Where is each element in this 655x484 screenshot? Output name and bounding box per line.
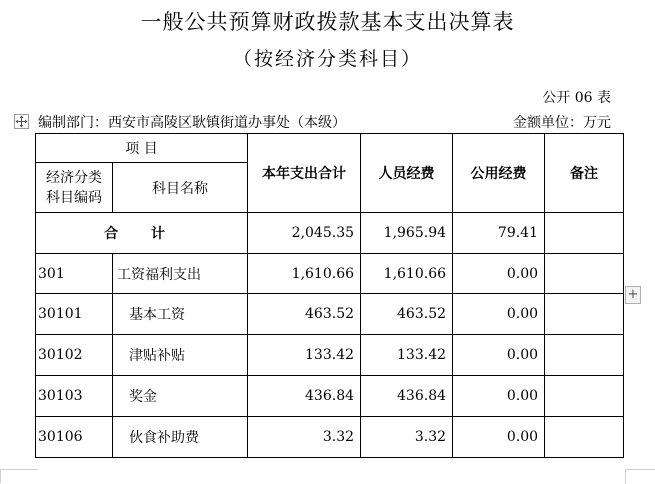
header-name: 科目名称 (113, 163, 248, 213)
page-corner-mark (625, 469, 626, 484)
row-note (545, 376, 624, 417)
report-title: 一般公共预算财政拨款基本支出决算表 (140, 10, 515, 34)
row-name: 奖金 (113, 376, 248, 417)
row-name: 基本工资 (113, 294, 248, 335)
row-code: 301 (36, 254, 113, 294)
row-public: 0.00 (453, 376, 545, 417)
total-public: 79.41 (453, 213, 545, 254)
row-name: 伙食补助费 (113, 417, 248, 458)
page-corner-mark (625, 469, 655, 470)
page-corner-mark (0, 469, 1, 483)
table-row (36, 376, 624, 417)
row-note (545, 335, 624, 376)
row-name: 工资福利支出 (113, 254, 248, 294)
unit-label: 金额单位：万元 (513, 115, 611, 131)
add-row-button[interactable] (625, 286, 641, 304)
table-number: 公开 06 表 (542, 90, 611, 106)
row-personnel: 463.52 (361, 294, 453, 335)
header-item: 项 目 (36, 134, 248, 163)
table-move-handle[interactable] (14, 114, 29, 129)
total-note (545, 213, 624, 254)
table-row (36, 294, 624, 335)
total-amount: 2,045.35 (248, 213, 361, 254)
row-total: 436.84 (248, 376, 361, 417)
row-personnel: 436.84 (361, 376, 453, 417)
move-arrows-icon (15, 115, 28, 128)
header-row-1 (36, 134, 624, 163)
row-note (545, 294, 624, 335)
report-subtitle: （按经济分类科目） (232, 48, 422, 70)
header-total: 本年支出合计 (248, 134, 361, 213)
table-row (36, 417, 624, 458)
row-code: 30101 (36, 294, 113, 335)
row-name: 津贴补贴 (113, 335, 248, 376)
row-personnel: 133.42 (361, 335, 453, 376)
header-code: 经济分类科目编码 (36, 163, 113, 213)
table-row (36, 335, 624, 376)
header-note: 备注 (545, 134, 624, 213)
table-row (36, 254, 624, 294)
row-public: 0.00 (453, 417, 545, 458)
row-personnel: 3.32 (361, 417, 453, 458)
header-personnel: 人员经费 (361, 134, 453, 213)
total-personnel: 1,965.94 (361, 213, 453, 254)
total-label: 合 计 (36, 213, 248, 254)
row-total: 1,610.66 (248, 254, 361, 294)
row-code: 30103 (36, 376, 113, 417)
total-row (36, 213, 624, 254)
row-note (545, 417, 624, 458)
row-public: 0.00 (453, 335, 545, 376)
row-code: 30102 (36, 335, 113, 376)
row-personnel: 1,610.66 (361, 254, 453, 294)
row-code: 30106 (36, 417, 113, 458)
row-note (545, 254, 624, 294)
page-corner-mark (0, 469, 38, 470)
row-public: 0.00 (453, 254, 545, 294)
row-total: 133.42 (248, 335, 361, 376)
row-total: 463.52 (248, 294, 361, 335)
header-public: 公用经费 (453, 134, 545, 213)
plus-icon: + (627, 287, 639, 302)
department-label: 编制部门：西安市高陵区耿镇街道办事处（本级） (38, 115, 346, 131)
row-public: 0.00 (453, 294, 545, 335)
row-total: 3.32 (248, 417, 361, 458)
expenditure-table (35, 133, 624, 458)
